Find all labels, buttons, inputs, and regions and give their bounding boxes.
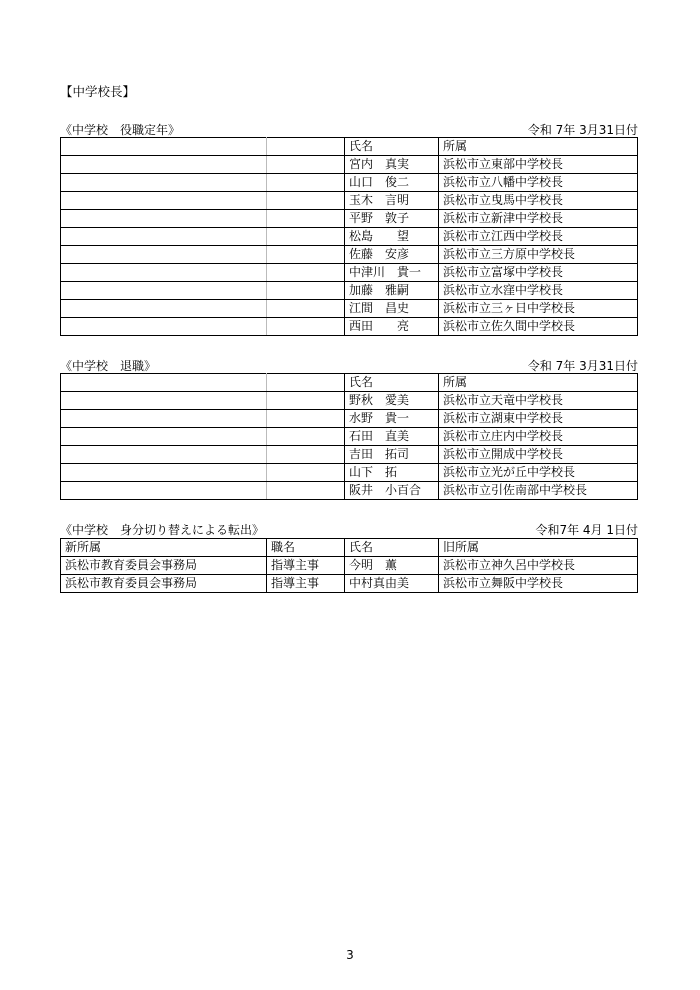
table-row — [61, 464, 638, 482]
table-row — [61, 557, 638, 575]
cell-col-position — [267, 464, 345, 482]
cell-col-name: 阪井 小百合 — [345, 482, 439, 500]
table-row — [61, 428, 638, 446]
page-heading: 【中学校長】 — [60, 84, 136, 99]
header-row — [61, 539, 638, 557]
cell-col-affiliation: 浜松市立新津中学校長 — [439, 210, 638, 228]
cell-col-new-affiliation: 浜松市教育委員会事務局 — [61, 575, 267, 593]
header-col-new-affiliation: 新所属 — [61, 539, 267, 557]
table-tenshutsu — [60, 538, 638, 593]
cell-col-name: 平野 敦子 — [345, 210, 439, 228]
cell-col-position: 指導主事 — [267, 575, 345, 593]
cell-col-new-affiliation — [61, 410, 267, 428]
cell-col-position — [267, 410, 345, 428]
cell-col-name: 今明 薫 — [345, 557, 439, 575]
cell-col-new-affiliation — [61, 282, 267, 300]
cell-col-position — [267, 446, 345, 464]
table-row — [61, 192, 638, 210]
table-row — [61, 210, 638, 228]
cell-col-position — [267, 282, 345, 300]
cell-col-name: 加藤 雅嗣 — [345, 282, 439, 300]
table-taishoku — [60, 373, 638, 500]
cell-col-new-affiliation — [61, 446, 267, 464]
cell-col-affiliation: 浜松市立江西中学校長 — [439, 228, 638, 246]
cell-col-position — [267, 318, 345, 336]
cell-col-affiliation: 浜松市立天竜中学校長 — [439, 392, 638, 410]
section-title-taishoku: 《中学校 退職》 — [60, 359, 157, 373]
cell-col-position — [267, 192, 345, 210]
cell-col-affiliation: 浜松市立舞阪中学校長 — [439, 575, 638, 593]
header-col-position — [267, 374, 345, 392]
header-col-position: 職名 — [267, 539, 345, 557]
cell-col-new-affiliation — [61, 482, 267, 500]
cell-col-position — [267, 174, 345, 192]
cell-col-new-affiliation — [61, 246, 267, 264]
cell-col-name: 吉田 拓司 — [345, 446, 439, 464]
cell-col-name: 宮内 真実 — [345, 156, 439, 174]
table-row — [61, 264, 638, 282]
cell-col-affiliation: 浜松市立八幡中学校長 — [439, 174, 638, 192]
page-number: 3 — [346, 948, 354, 962]
cell-col-affiliation: 浜松市立引佐南部中学校長 — [439, 482, 638, 500]
cell-col-name: 山口 俊二 — [345, 174, 439, 192]
header-col-new-affiliation — [61, 374, 267, 392]
cell-col-affiliation: 浜松市立水窪中学校長 — [439, 282, 638, 300]
header-col-affiliation: 所属 — [439, 138, 638, 156]
table-row — [61, 228, 638, 246]
cell-col-position — [267, 300, 345, 318]
table-row — [61, 300, 638, 318]
cell-col-name: 玉木 言明 — [345, 192, 439, 210]
section-title-yakushoku-teinen: 《中学校 役職定年》 — [60, 123, 181, 137]
cell-col-new-affiliation: 浜松市教育委員会事務局 — [61, 557, 267, 575]
cell-col-new-affiliation — [61, 392, 267, 410]
table-row — [61, 318, 638, 336]
cell-col-name: 山下 拓 — [345, 464, 439, 482]
cell-col-new-affiliation — [61, 156, 267, 174]
cell-col-affiliation: 浜松市立富塚中学校長 — [439, 264, 638, 282]
table-row — [61, 410, 638, 428]
cell-col-affiliation: 浜松市立光が丘中学校長 — [439, 464, 638, 482]
cell-col-affiliation: 浜松市立庄内中学校長 — [439, 428, 638, 446]
cell-col-new-affiliation — [61, 228, 267, 246]
header-row — [61, 374, 638, 392]
table-row — [61, 575, 638, 593]
cell-col-new-affiliation — [61, 318, 267, 336]
table-row — [61, 246, 638, 264]
cell-col-affiliation: 浜松市立湖東中学校長 — [439, 410, 638, 428]
cell-col-position — [267, 246, 345, 264]
table-row — [61, 282, 638, 300]
cell-col-affiliation: 浜松市立三方原中学校長 — [439, 246, 638, 264]
cell-col-new-affiliation — [61, 428, 267, 446]
cell-col-position — [267, 210, 345, 228]
cell-col-name: 江間 昌史 — [345, 300, 439, 318]
cell-col-name: 中村真由美 — [345, 575, 439, 593]
header-col-name: 氏名 — [345, 539, 439, 557]
cell-col-affiliation: 浜松市立神久呂中学校長 — [439, 557, 638, 575]
header-col-name: 氏名 — [345, 138, 439, 156]
cell-col-affiliation: 浜松市立三ヶ日中学校長 — [439, 300, 638, 318]
cell-col-name: 野秋 愛美 — [345, 392, 439, 410]
cell-col-affiliation: 浜松市立曳馬中学校長 — [439, 192, 638, 210]
cell-col-position — [267, 428, 345, 446]
header-row — [61, 138, 638, 156]
cell-col-position — [267, 482, 345, 500]
table-row — [61, 392, 638, 410]
section-date-tenshutsu: 令和7年 4月 1日付 — [535, 523, 638, 537]
section-date-taishoku: 令和 7年 3月31日付 — [527, 359, 638, 373]
cell-col-name: 佐藤 安彦 — [345, 246, 439, 264]
table-row — [61, 156, 638, 174]
header-col-name: 氏名 — [345, 374, 439, 392]
header-col-affiliation: 旧所属 — [439, 539, 638, 557]
cell-col-affiliation: 浜松市立東部中学校長 — [439, 156, 638, 174]
cell-col-name: 中津川 貴一 — [345, 264, 439, 282]
cell-col-name: 松島 望 — [345, 228, 439, 246]
cell-col-name: 水野 貴一 — [345, 410, 439, 428]
cell-col-new-affiliation — [61, 192, 267, 210]
cell-col-name: 西田 亮 — [345, 318, 439, 336]
header-col-new-affiliation — [61, 138, 267, 156]
cell-col-new-affiliation — [61, 300, 267, 318]
cell-col-position — [267, 392, 345, 410]
table-row — [61, 446, 638, 464]
cell-col-affiliation: 浜松市立佐久間中学校長 — [439, 318, 638, 336]
section-title-tenshutsu: 《中学校 身分切り替えによる転出》 — [60, 523, 265, 537]
table-row — [61, 174, 638, 192]
table-yakushoku-teinen — [60, 137, 638, 336]
cell-col-position — [267, 264, 345, 282]
header-col-position — [267, 138, 345, 156]
cell-col-new-affiliation — [61, 264, 267, 282]
cell-col-new-affiliation — [61, 174, 267, 192]
cell-col-affiliation: 浜松市立開成中学校長 — [439, 446, 638, 464]
cell-col-position — [267, 228, 345, 246]
cell-col-new-affiliation — [61, 210, 267, 228]
header-col-affiliation: 所属 — [439, 374, 638, 392]
section-date-yakushoku-teinen: 令和 7年 3月31日付 — [527, 123, 638, 137]
cell-col-position — [267, 156, 345, 174]
cell-col-name: 石田 直美 — [345, 428, 439, 446]
cell-col-position: 指導主事 — [267, 557, 345, 575]
cell-col-new-affiliation — [61, 464, 267, 482]
table-row — [61, 482, 638, 500]
